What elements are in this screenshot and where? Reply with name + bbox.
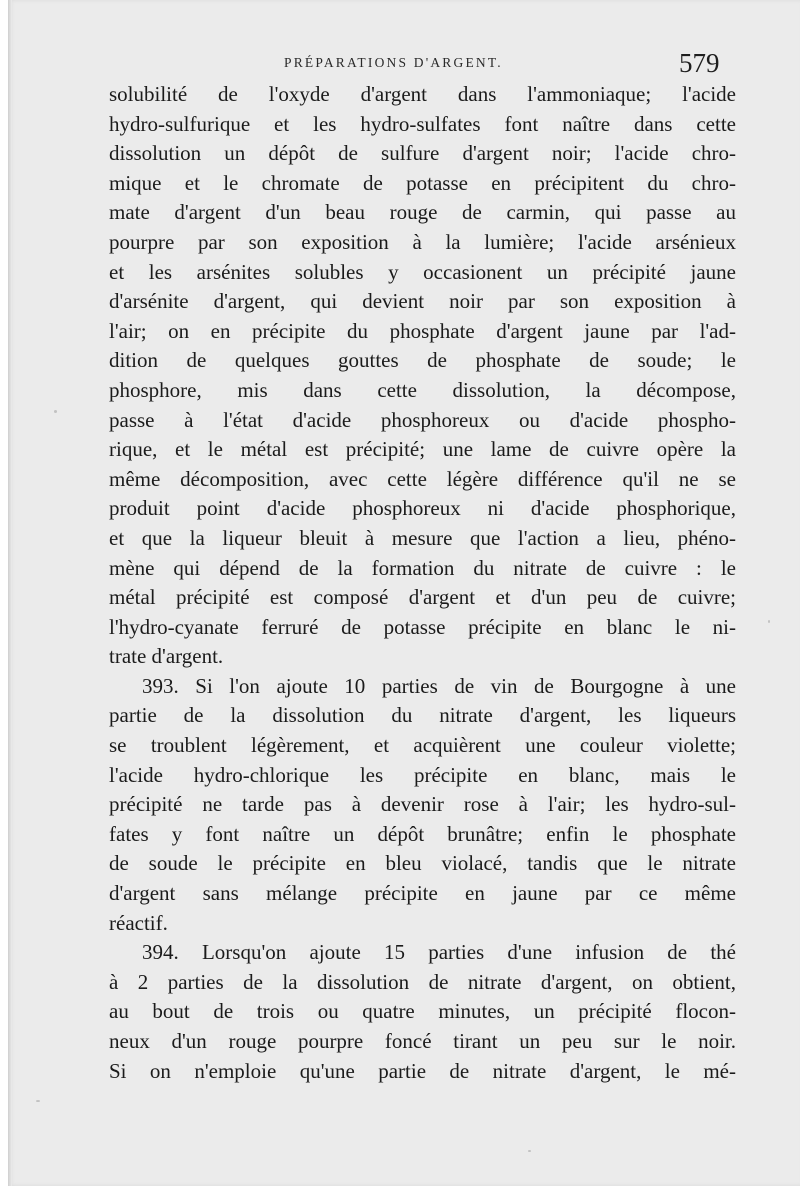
text-line: dition de quelques gouttes de phosphate de soude; le bbox=[109, 348, 736, 373]
text-line: phosphore, mis dans cette dissolution, la décompose, bbox=[109, 377, 736, 402]
text-line: à 2 parties de la dissolution de nitrate d'argent, on obtient, bbox=[109, 969, 736, 994]
page-number: 579 bbox=[679, 48, 720, 78]
paper-speck bbox=[54, 410, 57, 413]
text-line: même décomposition, avec cette légère différence qu'il ne se bbox=[109, 466, 736, 491]
text-line: au bout de trois ou quatre minutes, un précipité flocon- bbox=[109, 999, 736, 1024]
running-title: PRÉPARATIONS D'ARGENT. bbox=[284, 55, 503, 70]
paragraph-393-start: 393. Si l'on ajoute 10 parties de vin de Bourgogne à une bbox=[142, 673, 736, 698]
text-line: mate d'argent d'un beau rouge de carmin, qui passe au bbox=[109, 200, 736, 225]
text-line: de soude le précipite en bleu violacé, tandis que le nitrate bbox=[109, 851, 736, 876]
text-line: l'acide hydro-chlorique les précipite en blanc, mais le bbox=[109, 762, 736, 787]
text-line: l'hydro-cyanate ferruré de potasse précipite en blanc le ni- bbox=[109, 614, 736, 639]
text-line: solubilité de l'oxyde d'argent dans l'ammoniaque; l'acide bbox=[109, 82, 736, 106]
text-line: se troublent légèrement, et acquièrent une couleur violette; bbox=[109, 733, 736, 758]
text-line: dissolution un dépôt de sulfure d'argent noir; l'acide chro- bbox=[109, 141, 736, 166]
text-line: métal précipité est composé d'argent et d'un peu de cuivre; bbox=[109, 585, 736, 610]
page-header bbox=[8, 48, 800, 82]
text-line: réactif. bbox=[109, 910, 168, 935]
text-line: hydro-sulfurique et les hydro-sulfates font naître dans cette bbox=[109, 111, 736, 136]
text-line: et les arsénites solubles y occasionent un précipité jaune bbox=[109, 259, 736, 284]
text-line: partie de la dissolution du nitrate d'argent, les liqueurs bbox=[109, 703, 736, 728]
paper-speck bbox=[768, 620, 770, 623]
text-line: fates y font naître un dépôt brunâtre; enfin le phosphate bbox=[109, 821, 736, 846]
text-line: trate d'argent. bbox=[109, 644, 224, 669]
text-line: précipité ne tarde pas à devenir rose à l'air; les hydro-sul- bbox=[109, 792, 736, 817]
text-line: d'argent sans mélange précipite en jaune par ce même bbox=[109, 881, 736, 906]
paper-speck bbox=[36, 1100, 40, 1102]
body-text bbox=[109, 80, 736, 1086]
text-line: passe à l'état d'acide phosphoreux ou d'acide phospho- bbox=[109, 407, 736, 432]
paper-speck bbox=[528, 1150, 531, 1152]
text-line: d'arsénite d'argent, qui devient noir par son exposition à bbox=[109, 289, 736, 314]
text-line: produit point d'acide phosphoreux ni d'acide phosphorique, bbox=[109, 496, 736, 521]
book-page bbox=[8, 0, 800, 1186]
text-line: et que la liqueur bleuit à mesure que l'action a lieu, phéno- bbox=[109, 525, 736, 550]
text-line: rique, et le métal est précipité; une lame de cuivre opère la bbox=[109, 437, 736, 462]
paragraph-394-start: 394. Lorsqu'on ajoute 15 parties d'une infusion de thé bbox=[142, 940, 736, 965]
text-line: Si on n'emploie qu'une partie de nitrate d'argent, le mé- bbox=[109, 1058, 736, 1083]
text-line: l'air; on en précipite du phosphate d'argent jaune par l'ad- bbox=[109, 318, 736, 343]
text-line: neux d'un rouge pourpre foncé tirant un peu sur le noir. bbox=[109, 1029, 736, 1053]
text-line: mène qui dépend de la formation du nitrate de cuivre : le bbox=[109, 555, 736, 580]
text-line: mique et le chromate de potasse en précipitent du chro- bbox=[109, 170, 736, 195]
text-line: pourpre par son exposition à la lumière; l'acide arsénieux bbox=[109, 229, 736, 254]
